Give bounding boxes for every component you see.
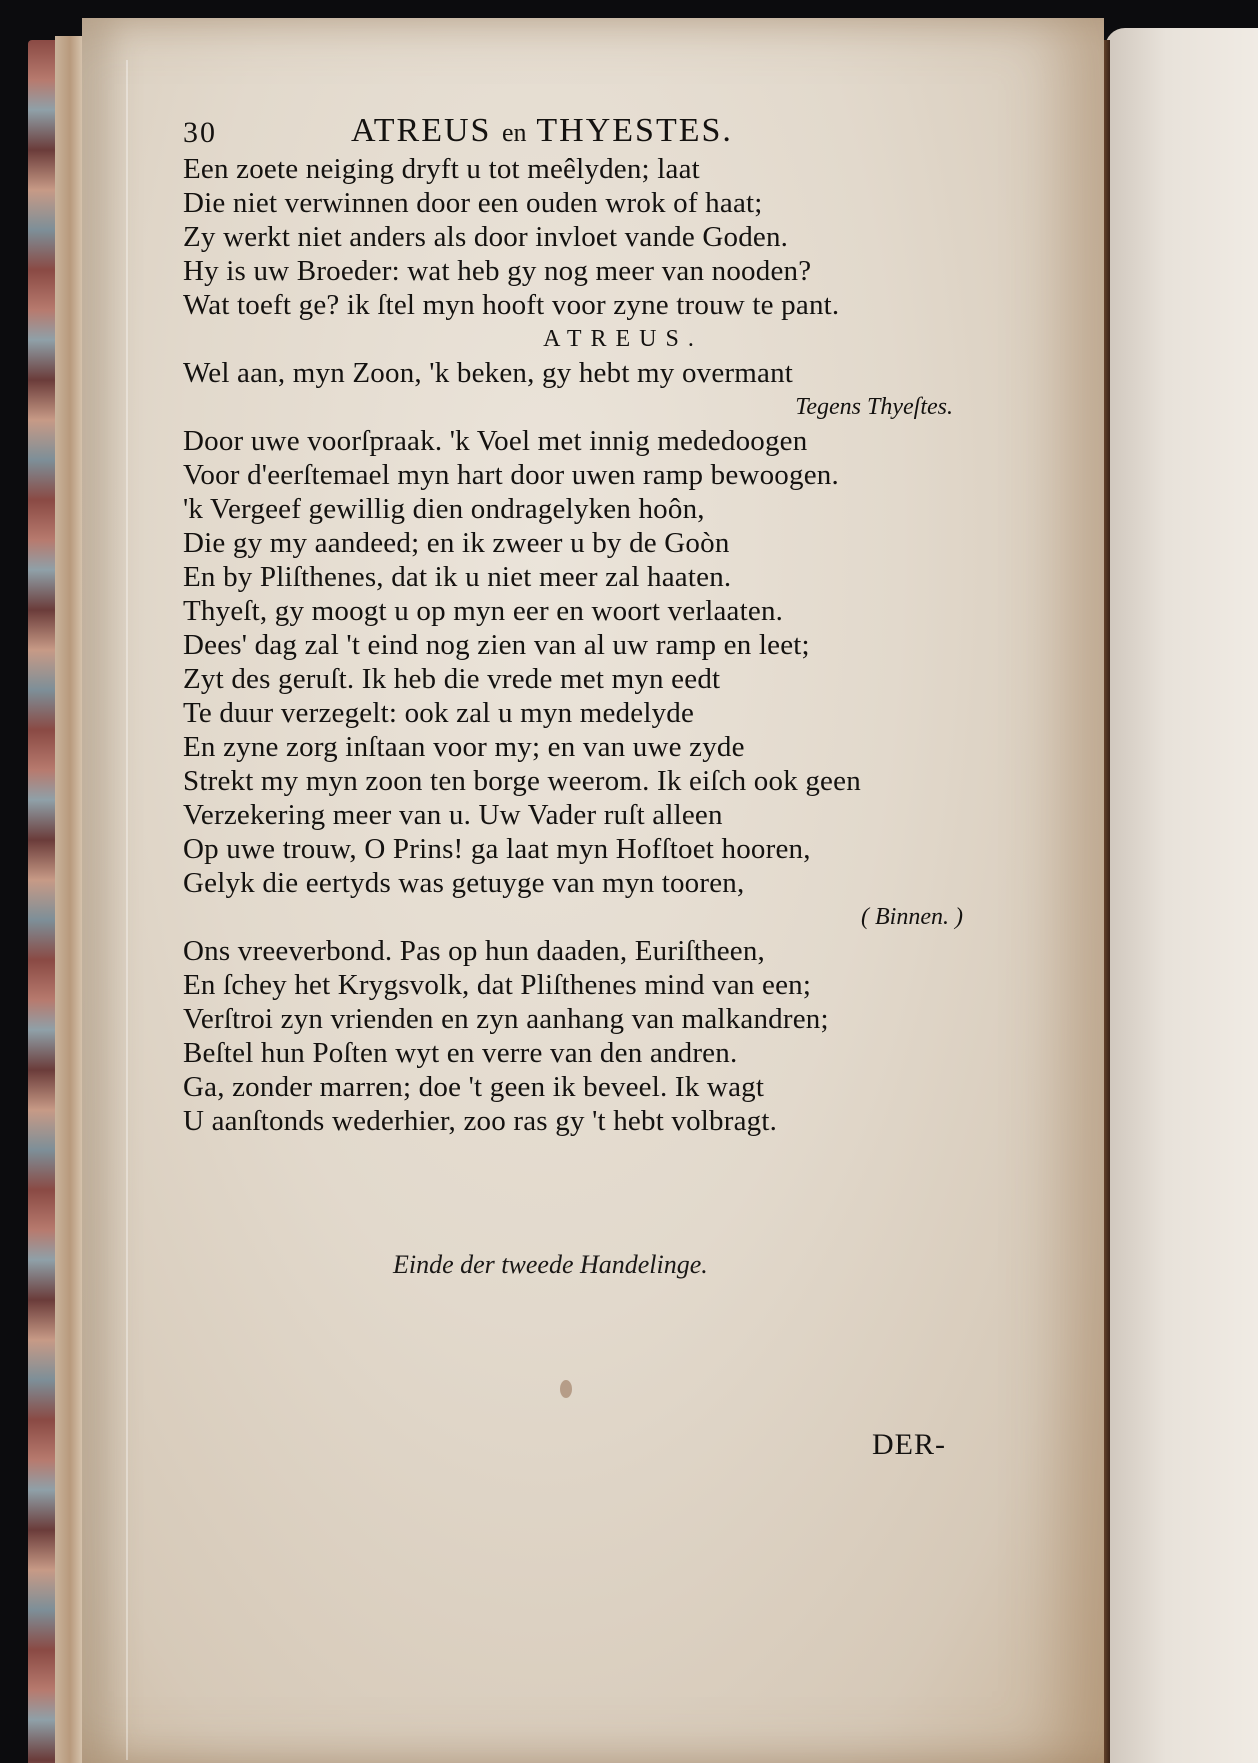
verse-line: Beſtel hun Poſten wyt en verre van den andren. xyxy=(183,1037,738,1069)
verse-line: Op uwe trouw, O Prins! ga laat myn Hofſtoet hooren, xyxy=(183,833,811,865)
verse-line: Wel aan, myn Zoon, 'k beken, gy hebt my overmant xyxy=(183,357,794,389)
verse-line: En by Pliſthenes, dat ik u niet meer zal haaten. xyxy=(183,561,732,593)
verse-line: Zyt des geruſt. Ik heb die vrede met myn eedt xyxy=(183,663,721,695)
running-title xyxy=(351,112,733,150)
verse-line: Voor d'eerſtemael myn hart door uwen ramp bewoogen. xyxy=(183,459,839,491)
speaker-name: ATREUS. xyxy=(543,326,703,352)
running-title-connector: en xyxy=(501,118,527,147)
verse-line: Te duur verzegelt: ook zal u myn medelyde xyxy=(183,697,695,729)
verse-line: En ſchey het Krygsvolk, dat Pliſthenes mind van een; xyxy=(183,969,812,1001)
verse-line: En zyne zorg inſtaan voor my; en van uwe zyde xyxy=(183,731,745,763)
page-crease xyxy=(126,60,128,1760)
verse-line: U aanſtonds wederhier, zoo ras gy 't hebt volbragt. xyxy=(183,1105,778,1137)
verse-line: Dees' dag zal 't eind nog zien van al uw ramp en leet; xyxy=(183,629,810,661)
verse-line: Door uwe voorſpraak. 'k Voel met innig mededoogen xyxy=(183,425,808,457)
verse-line: Zy werkt niet anders als door invloet vande Goden. xyxy=(183,221,789,253)
verse-line: Verſtroi zyn vrienden en zyn aanhang van malkandren; xyxy=(183,1003,829,1035)
stage-direction: Tegens Thyeſtes. xyxy=(795,394,953,420)
facing-page-edge xyxy=(1105,28,1258,1763)
verse-line: Ga, zonder marren; doe 't geen ik beveel. Ik wagt xyxy=(183,1071,765,1103)
verse-line: Hy is uw Broeder: wat heb gy nog meer van nooden? xyxy=(183,255,812,287)
verse-line: 'k Vergeef gewillig dien ondragelyken hoôn, xyxy=(183,493,705,525)
verse-line: Verzekering meer van u. Uw Vader ruſt alleen xyxy=(183,799,723,831)
verse-line: Die gy my aandeed; en ik zweer u by de Goòn xyxy=(183,527,730,559)
end-of-act-caption: Einde der tweede Handelinge. xyxy=(393,1250,708,1279)
page-text-block xyxy=(183,112,983,1138)
paper-stain xyxy=(560,1380,572,1398)
verse-line: Ons vreeverbond. Pas op hun daaden, Euriſtheen, xyxy=(183,935,765,967)
verse-line: Die niet verwinnen door een ouden wrok of haat; xyxy=(183,187,763,219)
catchword: DER- xyxy=(872,1428,946,1461)
page-number: 30 xyxy=(183,116,217,149)
verse-line: Wat toeft ge? ik ſtel myn hooft voor zyne trouw te pant. xyxy=(183,289,840,321)
verse-line: Thyeſt, gy moogt u op myn eer en woort verlaaten. xyxy=(183,595,784,627)
stage-direction-exit: ( Binnen. ) xyxy=(861,904,963,930)
running-head xyxy=(183,112,983,152)
verse-line: Een zoete neiging dryft u tot meêlyden; laat xyxy=(183,153,700,185)
running-title-part1: ATREUS xyxy=(351,112,492,149)
verse-line: Gelyk die eertyds was getuyge van myn tooren, xyxy=(183,867,745,899)
verse-line: Strekt my myn zoon ten borge weerom. Ik eiſch ook geen xyxy=(183,765,861,797)
running-title-part2: THYESTES. xyxy=(536,112,733,149)
